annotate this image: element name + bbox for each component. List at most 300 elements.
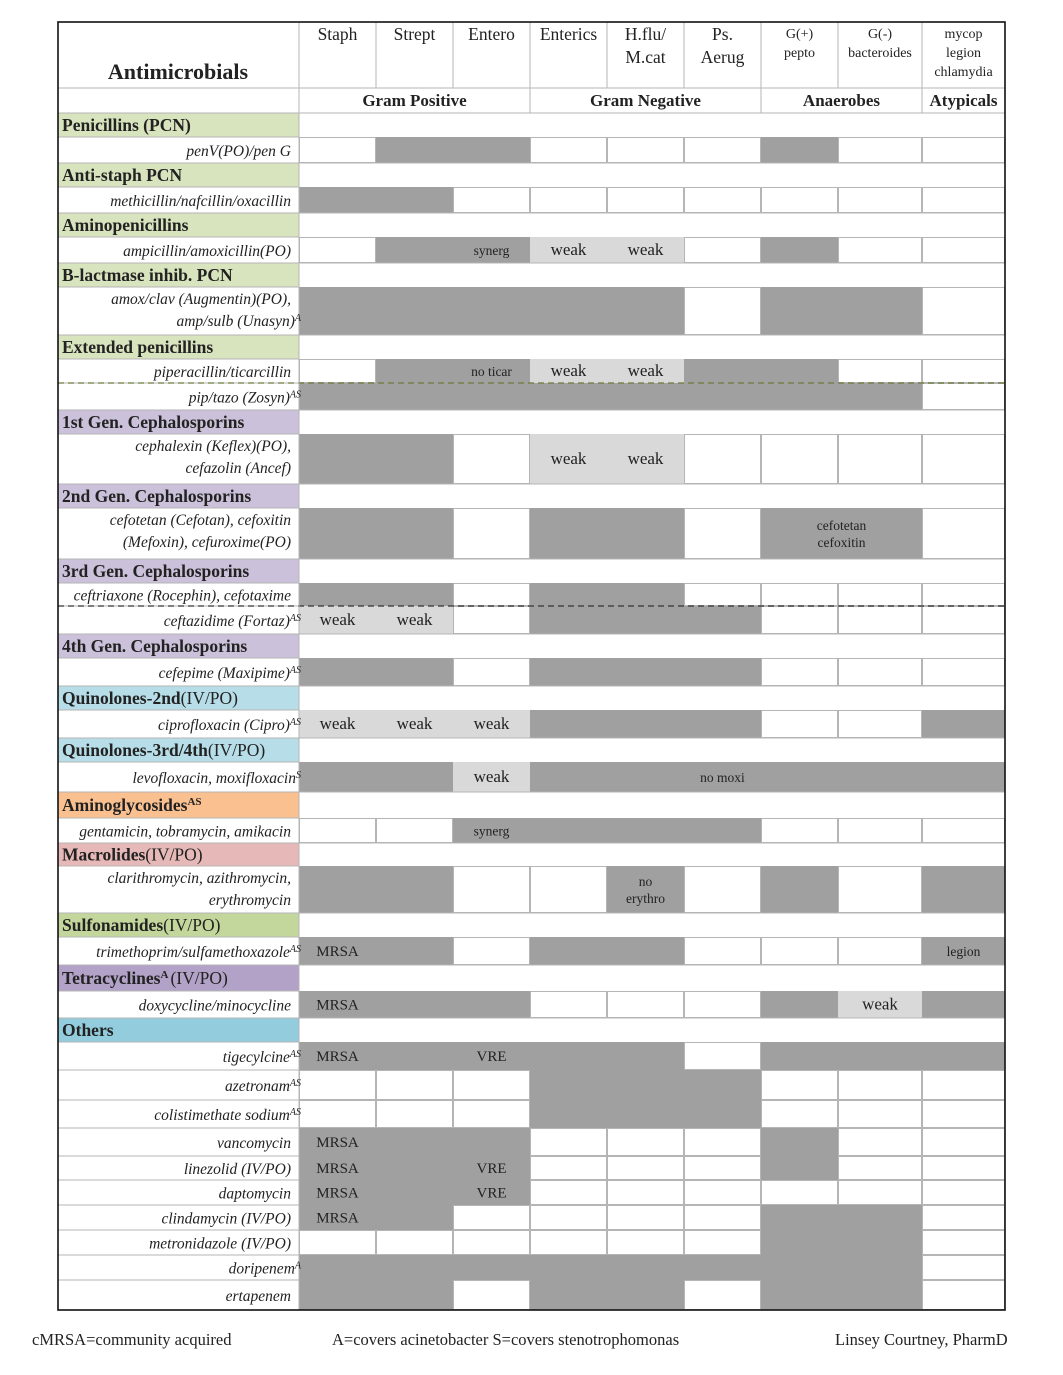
coverage-cell <box>530 508 607 559</box>
coverage-cell <box>453 287 530 335</box>
empty-cell-border <box>531 1129 607 1156</box>
empty-cell-border <box>531 1181 607 1205</box>
empty-cell-border <box>839 1129 922 1156</box>
empty-cell-border <box>531 1157 607 1180</box>
coverage-cell <box>376 1205 453 1230</box>
coverage-cell <box>761 137 838 163</box>
empty-cell-border <box>923 509 1005 559</box>
coverage-cell <box>299 508 376 559</box>
cell-note: weak <box>319 714 356 733</box>
coverage-cell <box>922 866 1005 913</box>
cell-note: no ticar <box>471 364 512 379</box>
empty-cell-border <box>762 711 838 738</box>
drug-name: clarithromycin, azithromycin, <box>107 870 291 887</box>
coverage-cell <box>607 1100 684 1128</box>
empty-cell-border <box>377 819 453 843</box>
cell-note: MRSA <box>316 1210 359 1227</box>
coverage-cell <box>684 1100 761 1128</box>
drug-name: ceftazidime (Fortaz)$^{AS}$ <box>163 612 301 630</box>
coverage-cell <box>376 1128 453 1156</box>
coverage-cell <box>530 606 607 634</box>
drug-name: ampicillin/amoxicillin(PO) <box>123 243 291 260</box>
coverage-cell <box>299 1255 376 1280</box>
coverage-cell <box>761 1205 838 1230</box>
column-header-label: legion <box>946 46 981 61</box>
coverage-cell <box>684 710 761 738</box>
category-label: 3rd Gen. Cephalosporins <box>62 561 250 581</box>
empty-cell-border <box>608 1231 684 1255</box>
empty-cell-border <box>300 360 376 383</box>
cell-note: weak <box>862 994 898 1014</box>
cell-note: weak <box>550 361 587 380</box>
coverage-cell <box>530 383 607 410</box>
column-header-label: bacteroides <box>848 46 912 61</box>
cell-span-note: erythro <box>626 891 665 906</box>
category-route-suffix: (IV/PO) <box>207 740 266 760</box>
cell-note: weak <box>550 240 587 259</box>
coverage-cell <box>376 1042 453 1070</box>
cell-note: MRSA <box>316 1161 359 1177</box>
coverage-cell <box>761 359 838 383</box>
coverage-cell <box>453 137 530 163</box>
empty-cell-border <box>839 1181 922 1205</box>
cell-span-note: no moxi <box>700 770 745 785</box>
empty-cell-border <box>839 584 922 606</box>
coverage-cell <box>530 1255 607 1280</box>
coverage-cell <box>530 583 607 606</box>
empty-cell-border <box>839 867 922 913</box>
empty-cell-border <box>923 1129 1005 1156</box>
category-label: Tetracyclines$^A$ (IV/PO) <box>62 968 228 988</box>
empty-cell-border <box>839 138 922 163</box>
coverage-cell <box>838 1205 922 1230</box>
drug-superscript: A <box>294 312 301 324</box>
drug-name: piperacillin/ticarcillin <box>153 364 291 381</box>
coverage-cell <box>761 1042 838 1070</box>
empty-cell-border <box>531 1231 607 1255</box>
cell-note: VRE <box>476 1161 507 1177</box>
category-label: Penicillins (PCN) <box>62 115 191 135</box>
column-header-label: Entero <box>468 24 515 44</box>
empty-cell-border <box>454 584 530 606</box>
coverage-cell <box>376 583 453 606</box>
empty-cell-border <box>762 607 838 634</box>
empty-cell-border <box>454 1206 530 1230</box>
category-label: Quinolones-2nd(IV/PO) <box>62 688 239 708</box>
coverage-cell <box>607 658 684 686</box>
empty-cell-border <box>839 819 922 843</box>
cell-note: synerg <box>473 823 510 839</box>
chart-title: Antimicrobials <box>107 59 249 84</box>
coverage-cell <box>607 1070 684 1100</box>
empty-cell-border <box>685 188 761 213</box>
empty-cell-border <box>685 288 761 335</box>
coverage-cell <box>607 606 684 634</box>
category-label: Others <box>62 1020 114 1040</box>
empty-cell-border <box>531 992 607 1018</box>
empty-cell-border <box>300 1071 376 1100</box>
cell-note: MRSA <box>316 944 359 960</box>
empty-cell-border <box>923 1157 1005 1180</box>
empty-cell-border <box>762 188 838 213</box>
empty-cell-border <box>300 238 376 263</box>
coverage-cell <box>607 818 684 843</box>
empty-cell-border <box>923 1256 1005 1280</box>
coverage-cell <box>922 1042 1005 1070</box>
empty-cell-border <box>454 1071 530 1100</box>
coverage-cell <box>299 434 376 484</box>
column-header-label: Ps. <box>712 24 733 44</box>
cell-note: weak <box>473 767 510 786</box>
empty-cell-border <box>923 1071 1005 1100</box>
coverage-cell <box>684 606 761 634</box>
coverage-cell <box>684 359 761 383</box>
coverage-cell <box>376 508 453 559</box>
empty-cell-border <box>923 138 1005 163</box>
drug-superscript: AS <box>289 612 301 624</box>
drug-name: linezolid (IV/PO) <box>183 1161 291 1178</box>
cell-note: weak <box>627 240 664 259</box>
drug-name: tigecylcine$^{AS}$ <box>222 1048 301 1066</box>
cell-note: VRE <box>476 1185 507 1202</box>
empty-cell-border <box>762 819 838 843</box>
empty-cell-border <box>923 659 1005 686</box>
coverage-cell <box>530 658 607 686</box>
empty-cell-border <box>839 238 922 263</box>
category-superscript: A <box>160 969 169 981</box>
drug-superscript: AS <box>289 1077 301 1089</box>
coverage-cell <box>299 187 376 213</box>
category-label: Anti-staph PCN <box>62 165 183 185</box>
empty-cell-border <box>300 1231 376 1255</box>
cell-note: weak <box>319 610 356 629</box>
drug-superscript: AS <box>289 716 301 728</box>
drug-name: metronidazole (IV/PO) <box>149 1235 291 1253</box>
coverage-cell <box>299 866 376 913</box>
coverage-cell <box>607 508 684 559</box>
cell-span-note: cefoxitin <box>817 535 866 550</box>
category-route-suffix: (IV/PO) <box>163 915 221 935</box>
category-label: Aminopenicillins <box>62 215 189 235</box>
empty-cell-border <box>685 1181 761 1205</box>
drug-superscript: AS <box>289 943 301 955</box>
cell-note: weak <box>627 361 664 380</box>
drug-name: cefazolin (Ancef) <box>185 460 291 477</box>
coverage-cell <box>453 1255 530 1280</box>
coverage-cell <box>684 818 761 843</box>
category-route-suffix: (IV/PO) <box>145 844 203 865</box>
empty-cell-border <box>454 659 530 686</box>
empty-cell-border <box>454 1101 530 1128</box>
cell-note: synerg <box>473 243 510 258</box>
coverage-cell <box>376 383 453 410</box>
coverage-cell <box>607 762 684 792</box>
drug-name: ertapenem <box>225 1288 291 1305</box>
coverage-cell <box>376 287 453 335</box>
cell-note: weak <box>627 449 664 468</box>
drug-name: trimethoprim/sulfamethoxazole$^{AS}$ <box>96 943 301 961</box>
coverage-cell <box>838 287 922 335</box>
coverage-cell <box>530 1280 607 1310</box>
coverage-cell <box>761 1128 838 1156</box>
drug-name: (Mefoxin), cefuroxime(PO) <box>122 534 291 551</box>
empty-cell-border <box>923 360 1005 383</box>
coverage-cell <box>530 1070 607 1100</box>
category-label: Aminoglycosides$^{AS}$ <box>62 795 202 815</box>
category-route-suffix: (IV/PO) <box>180 688 239 708</box>
coverage-cell <box>530 818 607 843</box>
cell-note: MRSA <box>316 1185 359 1202</box>
coverage-cell <box>299 287 376 335</box>
coverage-cell <box>453 383 530 410</box>
empty-cell-border <box>454 938 530 965</box>
category-label: 1st Gen. Cephalosporins <box>62 412 245 432</box>
drug-name: vancomycin <box>216 1135 291 1152</box>
empty-cell-border <box>923 435 1005 484</box>
empty-cell-border <box>923 1231 1005 1255</box>
coverage-cell <box>838 383 922 410</box>
coverage-cell <box>761 287 838 335</box>
drug-name: ceftriaxone (Rocephin), cefotaxime <box>73 587 291 605</box>
cell-note: weak <box>550 449 587 468</box>
empty-cell-border <box>454 1231 530 1255</box>
empty-cell-border <box>839 938 922 965</box>
coverage-cell <box>376 359 453 383</box>
empty-cell-border <box>923 1101 1005 1128</box>
empty-cell-border <box>531 188 607 213</box>
coverage-cell <box>922 762 1005 792</box>
coverage-cell <box>299 583 376 606</box>
coverage-cell <box>376 937 453 965</box>
drug-name: amox/clav (Augmentin)(PO), <box>111 291 291 308</box>
empty-cell-border <box>923 384 1005 410</box>
cell-note: weak <box>396 610 433 629</box>
drug-name: cefepime (Maxipime)$^{AS}$ <box>158 664 301 682</box>
coverage-cell <box>838 1255 922 1280</box>
empty-cell-border <box>685 992 761 1018</box>
drug-name: daptomycin <box>218 1185 291 1203</box>
group-header-label: Atypicals <box>929 91 998 110</box>
empty-cell-border <box>685 138 761 163</box>
coverage-cell <box>761 1156 838 1180</box>
coverage-cell <box>607 710 684 738</box>
category-label: B-lactmase inhib. PCN <box>62 265 233 285</box>
empty-cell-border <box>923 819 1005 843</box>
coverage-cell <box>684 658 761 686</box>
column-header-label: mycop <box>944 27 983 42</box>
coverage-cell <box>761 1280 838 1310</box>
column-header-label: G(+) <box>785 27 814 42</box>
coverage-cell <box>607 287 684 335</box>
cell-note: VRE <box>476 1049 507 1065</box>
empty-cell-border <box>685 1043 761 1070</box>
column-header-label: M.cat <box>625 47 666 67</box>
group-header-label: Gram Negative <box>590 91 701 110</box>
coverage-cell <box>376 237 453 263</box>
cell-note: weak <box>396 714 433 733</box>
column-header-label: Enterics <box>539 24 598 44</box>
empty-cell-border <box>762 584 838 606</box>
coverage-cell <box>922 991 1005 1018</box>
empty-cell-border <box>762 1101 838 1128</box>
empty-cell-border <box>685 509 761 559</box>
cell-span-note: cefotetan <box>816 518 867 533</box>
drug-name: pip/tazo (Zosyn)$^{AS}$ <box>188 389 301 407</box>
coverage-cell <box>684 1070 761 1100</box>
cell-span-note: no <box>638 874 653 889</box>
coverage-cell <box>376 658 453 686</box>
empty-cell-border <box>685 238 761 263</box>
empty-cell-border <box>454 188 530 213</box>
coverage-cell <box>376 991 453 1018</box>
category-label: Quinolones-3rd/4th(IV/PO) <box>62 740 266 760</box>
coverage-cell <box>761 508 838 559</box>
column-header-label: Staph <box>317 24 358 44</box>
coverage-cell <box>684 1255 761 1280</box>
coverage-cell <box>530 1100 607 1128</box>
drug-name: cephalexin (Keflex)(PO), <box>135 438 291 455</box>
empty-cell-border <box>685 867 761 913</box>
drug-name: cefotetan (Cefotan), cefoxitin <box>109 512 291 529</box>
drug-name: penV(PO)/pen G <box>186 143 291 160</box>
empty-cell-border <box>377 1231 453 1255</box>
empty-cell-border <box>685 435 761 484</box>
empty-cell-border <box>608 1157 684 1180</box>
coverage-cell <box>376 1280 453 1310</box>
coverage-cell <box>376 187 453 213</box>
empty-cell-border <box>685 1231 761 1255</box>
empty-cell-border <box>454 867 530 913</box>
coverage-cell <box>838 1042 922 1070</box>
category-label: Extended penicillins <box>62 337 214 357</box>
footer-author: Linsey Courtney, PharmD <box>835 1330 1008 1349</box>
coverage-cell <box>453 991 530 1018</box>
empty-cell-border <box>923 1181 1005 1205</box>
column-header-label: pepto <box>783 46 816 61</box>
empty-cell-border <box>377 1101 453 1128</box>
column-header-label: H.flu/ <box>624 24 667 44</box>
coverage-cell <box>838 1280 922 1310</box>
empty-cell-border <box>608 138 684 163</box>
drug-superscript: S <box>296 769 301 781</box>
empty-cell-border <box>685 1129 761 1156</box>
empty-cell-border <box>454 435 530 484</box>
empty-cell-border <box>685 1206 761 1230</box>
empty-cell-border <box>300 1101 376 1128</box>
empty-cell-border <box>300 819 376 843</box>
coverage-cell <box>376 1180 453 1205</box>
coverage-cell <box>607 937 684 965</box>
empty-cell-border <box>454 607 530 634</box>
coverage-cell <box>838 508 922 559</box>
cell-note: weak <box>473 714 510 733</box>
coverage-cell <box>838 1230 922 1255</box>
coverage-cell <box>530 287 607 335</box>
drug-superscript: A <box>294 1260 301 1271</box>
drug-name: colistimethate sodium$^{AS}$ <box>154 1106 301 1124</box>
empty-cell-border <box>762 435 838 484</box>
empty-cell-border <box>923 1206 1005 1230</box>
empty-cell-border <box>923 584 1005 606</box>
empty-cell-border <box>685 1157 761 1180</box>
coverage-cell <box>299 658 376 686</box>
footer-cmrsa-note: cMRSA=community acquired <box>32 1330 232 1349</box>
empty-cell-border <box>762 659 838 686</box>
empty-cell-border <box>839 188 922 213</box>
drug-name: erythromycin <box>208 892 291 909</box>
coverage-cell <box>376 1255 453 1280</box>
drug-name: ciprofloxacin (Cipro)$^{AS}$ <box>158 716 301 734</box>
empty-cell-border <box>839 435 922 484</box>
empty-cell-border <box>923 1281 1005 1310</box>
coverage-cell <box>376 137 453 163</box>
empty-cell-border <box>685 938 761 965</box>
drug-name: doxycycline/minocycline <box>138 997 291 1015</box>
column-header-label: G(-) <box>867 27 893 42</box>
category-label: Sulfonamides(IV/PO) <box>62 915 221 935</box>
empty-cell-border <box>531 138 607 163</box>
coverage-cell <box>607 1280 684 1310</box>
group-header-label: Anaerobes <box>802 91 881 110</box>
cell-note: MRSA <box>316 997 359 1014</box>
empty-cell-border <box>839 1157 922 1180</box>
coverage-cell <box>530 937 607 965</box>
coverage-cell <box>761 1255 838 1280</box>
coverage-cell <box>299 383 376 410</box>
empty-cell-border <box>531 1206 607 1230</box>
empty-cell-border <box>608 188 684 213</box>
empty-cell-border <box>839 607 922 634</box>
drug-name: methicillin/nafcillin/oxacillin <box>110 193 291 210</box>
drug-name: levofloxacin, moxifloxacin$^S$ <box>132 769 301 787</box>
empty-cell-border <box>923 607 1005 634</box>
empty-cell-border <box>839 659 922 686</box>
drug-superscript: AS <box>289 1106 301 1118</box>
coverage-cell <box>761 762 838 792</box>
coverage-cell <box>376 762 453 792</box>
coverage-cell <box>299 1280 376 1310</box>
drug-name: azetronam$^{AS}$ <box>225 1077 301 1095</box>
empty-cell-border <box>608 992 684 1018</box>
empty-cell-border <box>531 867 607 913</box>
category-label: Macrolides(IV/PO) <box>62 844 203 865</box>
coverage-cell <box>453 1128 530 1156</box>
category-superscript: AS <box>187 796 202 808</box>
drug-superscript: AS <box>289 389 301 400</box>
coverage-cell <box>607 383 684 410</box>
empty-cell-border <box>454 1281 530 1310</box>
coverage-cell <box>761 866 838 913</box>
empty-cell-border <box>685 1281 761 1310</box>
empty-cell-border <box>377 1071 453 1100</box>
group-header-label: Gram Positive <box>362 91 467 110</box>
empty-cell-border <box>923 188 1005 213</box>
empty-cell-border <box>923 288 1005 335</box>
coverage-cell <box>530 710 607 738</box>
coverage-cell <box>607 1255 684 1280</box>
coverage-cell <box>761 1230 838 1255</box>
coverage-cell <box>761 991 838 1018</box>
empty-cell-border <box>839 711 922 738</box>
empty-cell-border <box>839 1101 922 1128</box>
empty-cell-border <box>762 938 838 965</box>
coverage-cell <box>530 1042 607 1070</box>
coverage-cell <box>299 762 376 792</box>
empty-cell-border <box>685 584 761 606</box>
category-route-suffix: (IV/PO) <box>170 968 228 988</box>
drug-name: gentamicin, tobramycin, amikacin <box>79 823 291 841</box>
drug-superscript: AS <box>289 664 301 676</box>
